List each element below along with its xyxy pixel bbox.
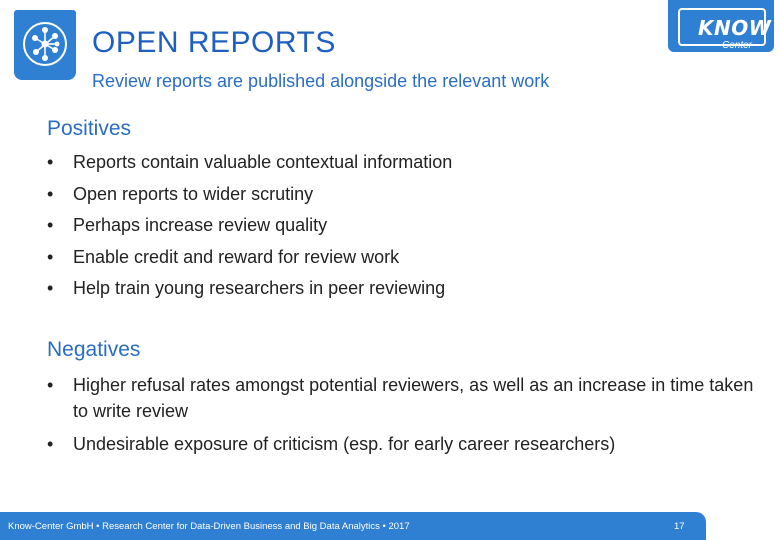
list-item (47, 246, 452, 278)
list-item (47, 431, 763, 457)
list-item (47, 214, 452, 246)
list-item (47, 151, 452, 183)
know-center-logo (668, 0, 774, 52)
page-title: OPEN REPORTS (92, 26, 336, 59)
network-nodes-icon (14, 10, 76, 80)
bullet: • (47, 434, 54, 454)
bullet: • (47, 375, 54, 395)
bullet: • (47, 152, 54, 172)
logo-sub: Center (721, 40, 752, 51)
list-item (47, 277, 452, 309)
negatives-heading: Negatives (47, 338, 141, 361)
list-item-text: Perhaps increase review quality (73, 215, 328, 235)
positives-heading: Positives (47, 117, 132, 140)
list-item (47, 183, 452, 215)
list-item-text: Enable credit and reward for review work (73, 246, 400, 267)
list-item-text: Undesirable exposure of criticism (esp. for early career researchers) (73, 434, 616, 454)
page-subtitle: Review reports are published alongside the relevant work (92, 71, 550, 91)
bullet: • (47, 215, 54, 235)
list-item-text: Help train young researchers in peer reviewing (73, 278, 446, 298)
list-item-text: Open reports to wider scrutiny (73, 183, 314, 204)
bullet: • (47, 278, 54, 298)
list-item (47, 372, 763, 424)
footer-text: Know-Center GmbH • Research Center for Data-Driven Business and Big Data Analytics • 2017 (8, 521, 410, 532)
list-item-text: Reports contain valuable contextual information (73, 152, 453, 172)
negatives-list (47, 372, 763, 464)
logo-frame (678, 8, 772, 51)
bullet: • (47, 183, 54, 204)
footer-bar (0, 512, 706, 540)
page-number: 17 (674, 521, 685, 532)
logo-badge (14, 10, 76, 80)
list-item-text: Higher refusal rates amongst potential reviewers, as well as an increase in time taken to write review (73, 375, 754, 421)
logo-word: KNOW (698, 16, 772, 40)
bullet: • (47, 246, 54, 267)
positives-list (47, 151, 452, 309)
